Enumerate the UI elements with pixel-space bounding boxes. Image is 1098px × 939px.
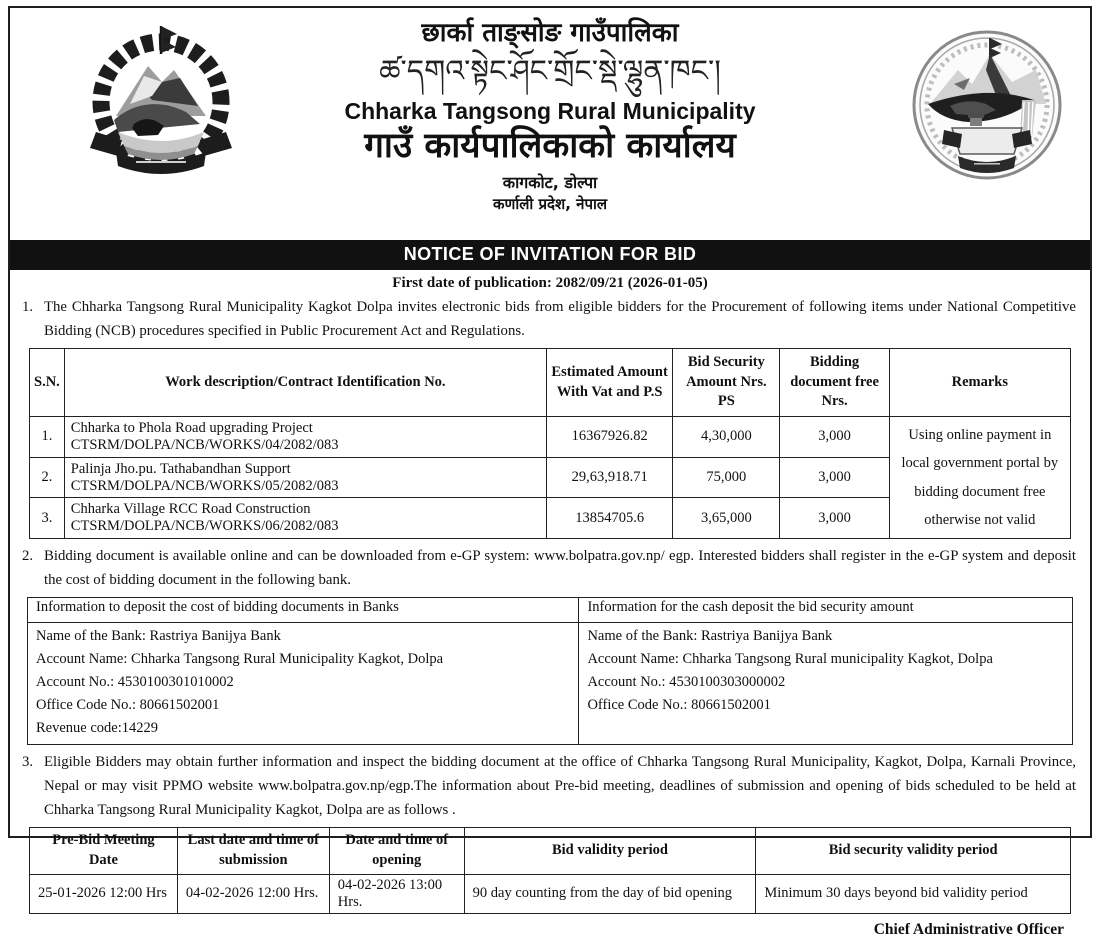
office-code-line: Office Code No.: 80661502001 bbox=[587, 697, 771, 714]
schedule-data-row bbox=[30, 874, 1071, 913]
works-table bbox=[29, 348, 1071, 539]
bank-left-header: Information to deposit the cost of bidding documents in Banks bbox=[28, 598, 579, 623]
account-number-line: Account No.: 4530100301010002 bbox=[36, 674, 234, 691]
cell-remarks-merged: Using online payment in local government portal by bidding document free otherwise not valid bbox=[889, 417, 1070, 539]
account-number-line: Account No.: 4530100303000002 bbox=[587, 674, 786, 691]
col-header-sn: S.N. bbox=[30, 349, 65, 417]
cell-bid-validity: 90 day counting from the day of bid opening bbox=[464, 874, 756, 913]
cell-estimate: 13854705.6 bbox=[546, 498, 672, 539]
cell-work: Chharka Village RCC Road Construction CTSRM/DOLPA/NCB/WORKS/06/2082/083 bbox=[64, 498, 546, 539]
bank-name-line: Name of the Bank: Rastriya Banijya Bank bbox=[36, 628, 281, 645]
letterhead bbox=[10, 8, 1090, 240]
col-header-bid-validity: Bid validity period bbox=[464, 828, 756, 874]
bank-left-details bbox=[28, 623, 579, 745]
cell-submission-date: 04-02-2026 12:00 Hrs. bbox=[177, 874, 329, 913]
bank-right-details bbox=[579, 623, 1073, 745]
section-2-number: 2. bbox=[22, 548, 34, 565]
document-page bbox=[8, 6, 1092, 938]
address-line-2: कर्णाली प्रदेश, नेपाल bbox=[492, 195, 608, 213]
schedule-table bbox=[29, 827, 1071, 913]
col-header-estimate: Estimated Amount With Vat and P.S bbox=[546, 349, 672, 417]
col-header-fee: Bidding document free Nrs. bbox=[780, 349, 889, 417]
cell-estimate: 16367926.82 bbox=[546, 417, 672, 458]
cell-work: Palinja Jho.pu. Tathabandhan Support CTSRM/DOLPA/NCB/WORKS/05/2082/083 bbox=[64, 457, 546, 498]
revenue-code-line: Revenue code:14229 bbox=[36, 720, 159, 737]
signature-title: Chief Administrative Officer bbox=[873, 920, 1064, 938]
schedule-header-row bbox=[30, 828, 1071, 874]
col-header-work: Work description/Contract Identification No. bbox=[64, 349, 546, 417]
cell-prebid-date: 25-01-2026 12:00 Hrs bbox=[30, 874, 178, 913]
section-2-text: Bidding document is available online and can be downloaded from e-GP system: www.bolpatra.gov.np/ egp. Interested bidders shall register in the e-GP system and deposit the cost of bidding document in the following bank. bbox=[44, 548, 1076, 588]
section-1-paragraph bbox=[22, 296, 1076, 343]
cell-opening-date: 04-02-2026 13:00 Hrs. bbox=[329, 874, 464, 913]
municipality-seal-icon bbox=[910, 26, 1064, 191]
bank-table-header-row bbox=[28, 598, 1073, 623]
table-row bbox=[30, 417, 1071, 458]
office-name-nepali: गाउँ कार्यपालिकाको कार्यालय bbox=[364, 126, 736, 166]
col-header-security: Bid Security Amount Nrs. PS bbox=[673, 349, 780, 417]
cell-sn: 1. bbox=[30, 417, 65, 458]
office-code-line: Office Code No.: 80661502001 bbox=[36, 697, 220, 714]
section-3-paragraph bbox=[22, 751, 1076, 822]
cell-sn: 3. bbox=[30, 498, 65, 539]
cell-security: 3,65,000 bbox=[673, 498, 780, 539]
cell-work: Chharka to Phola Road upgrading Project CTSRM/DOLPA/NCB/WORKS/04/2082/083 bbox=[64, 417, 546, 458]
cell-security: 4,30,000 bbox=[673, 417, 780, 458]
bank-info-table bbox=[27, 597, 1073, 745]
section-3-text: Eligible Bidders may obtain further information and inspect the bidding document at the office of Chharka Tangsong Rural Municipality, Kagkot, Dolpa, Karnali Province, Nepal or may visit PPMO website www.bolpatra.gov.np/egp.The information about Pre-bid meeting, deadlines of submission and opening of bids scheduled to be held at Chharka Tangsong Rural Municipality Kagkot, Dolpa are as follows . bbox=[44, 754, 1076, 818]
cell-fee: 3,000 bbox=[780, 498, 889, 539]
cell-sn: 2. bbox=[30, 457, 65, 498]
cell-fee: 3,000 bbox=[780, 417, 889, 458]
section-2-paragraph bbox=[22, 545, 1076, 592]
works-table-header-row bbox=[30, 349, 1071, 417]
cell-security: 75,000 bbox=[673, 457, 780, 498]
cell-estimate: 29,63,918.71 bbox=[546, 457, 672, 498]
section-3-number: 3. bbox=[22, 754, 34, 771]
col-header-opening: Date and time of opening bbox=[329, 828, 464, 874]
cell-fee: 3,000 bbox=[780, 457, 889, 498]
municipality-name-nepali: छार्का ताङ्सोङ गाउँपालिका bbox=[421, 18, 679, 48]
section-1-text: The Chharka Tangsong Rural Municipality Kagkot Dolpa invites electronic bids from eligible bidders for the Procurement of following items under National Competitive Bidding (NCB) procedures specified in Public Procurement Act and Regulations. bbox=[44, 299, 1076, 339]
address-line-1: कागकोट, डोल्पा bbox=[502, 173, 598, 192]
section-1-number: 1. bbox=[22, 299, 34, 315]
col-header-prebid: Pre-Bid Meeting Date bbox=[30, 828, 178, 874]
publication-date-line: First date of publication: 2082/09/21 (2026-01-05) bbox=[392, 275, 708, 291]
municipality-name-tibetan: ཚ་དགའ་སྟེང་ཤོང་གྲོང་སྡེ་ལྷུན་ཁང་། bbox=[379, 55, 721, 88]
bank-name-line: Name of the Bank: Rastriya Banijya Bank bbox=[587, 628, 833, 645]
account-name-line: Account Name: Chharka Tangsong Rural municipality Kagkot, Dolpa bbox=[587, 651, 993, 668]
bank-table-body-row bbox=[28, 623, 1073, 745]
cell-security-validity: Minimum 30 days beyond bid validity period bbox=[756, 874, 1071, 913]
col-header-sec-validity: Bid security validity period bbox=[756, 828, 1071, 874]
nepal-government-emblem-icon bbox=[82, 20, 240, 193]
col-header-submission: Last date and time of submission bbox=[177, 828, 329, 874]
bank-right-header: Information for the cash deposit the bid security amount bbox=[579, 598, 1073, 623]
col-header-remarks: Remarks bbox=[889, 349, 1070, 417]
account-name-line: Account Name: Chharka Tangsong Rural Municipality Kagkot, Dolpa bbox=[36, 651, 444, 668]
municipality-name-english: Chharka Tangsong Rural Municipality bbox=[344, 98, 756, 124]
notice-title-banner: NOTICE OF INVITATION FOR BID bbox=[10, 240, 1090, 270]
